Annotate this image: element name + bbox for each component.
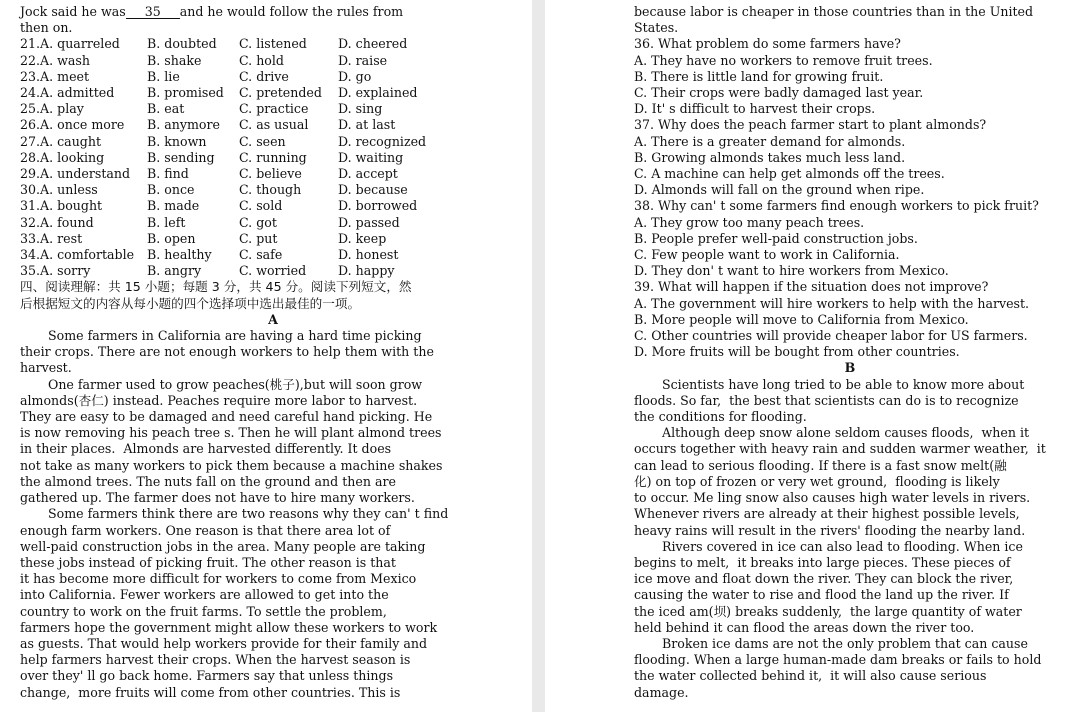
option-d: D. passed bbox=[338, 214, 400, 230]
option-c: C. worried bbox=[239, 263, 307, 279]
option-b: B. doubted bbox=[147, 36, 217, 52]
question-number: 32. bbox=[20, 214, 41, 230]
option-a bbox=[20, 134, 147, 150]
option-b: B. promised bbox=[147, 85, 224, 101]
question-number: 21. bbox=[20, 36, 41, 52]
passage-line: can lead to serious flooding. If there is a fast snow melt(融 bbox=[634, 457, 1007, 473]
passage-line: well-paid construction jobs in the area. Many people are taking bbox=[20, 538, 426, 554]
passage-line: Broken ice dams are not the only problem that can cause bbox=[662, 635, 1028, 651]
question-line: C. A machine can help get almonds off the trees. bbox=[634, 166, 945, 182]
option-b: B. angry bbox=[147, 263, 202, 279]
option-d: D. raise bbox=[338, 52, 388, 68]
option-a bbox=[20, 198, 147, 214]
passage-line: the almond trees. The nuts fall on the ground and then are bbox=[20, 473, 396, 489]
option-c: C. got bbox=[239, 214, 277, 230]
passage-line: harvest. bbox=[20, 360, 72, 376]
option-a bbox=[20, 247, 147, 263]
option-a-text: A. unless bbox=[40, 182, 98, 198]
option-row bbox=[20, 134, 526, 150]
option-row bbox=[20, 215, 526, 231]
option-d: D. honest bbox=[338, 247, 399, 263]
question-line: B. People prefer well-paid construction jobs. bbox=[634, 230, 918, 246]
passage-line: into California. Fewer workers are allowed to get into the bbox=[20, 587, 389, 603]
passage-line: Scientists have long tried to be able to know more about bbox=[662, 376, 1025, 392]
option-a bbox=[20, 215, 147, 231]
passage-a-questions bbox=[634, 4, 1066, 360]
option-row bbox=[20, 53, 526, 69]
option-b: B. eat bbox=[147, 101, 185, 117]
option-d: D. happy bbox=[338, 263, 395, 279]
question-line: A. They have no workers to remove fruit trees. bbox=[634, 52, 933, 68]
passage-line: They are easy to be damaged and need careful hand picking. He bbox=[20, 409, 433, 425]
passage-line: Rivers covered in ice can also lead to flooding. When ice bbox=[662, 538, 1023, 554]
option-a bbox=[20, 182, 147, 198]
option-d: D. waiting bbox=[338, 149, 404, 165]
passage-line: their crops. There are not enough workers to help them with the bbox=[20, 344, 434, 360]
option-c: C. believe bbox=[239, 166, 302, 182]
question-number: 31. bbox=[20, 198, 41, 214]
option-c: C. pretended bbox=[239, 85, 322, 101]
option-d: D. cheered bbox=[338, 36, 408, 52]
passage-line: causing the water to rise and flood the land up the river. If bbox=[634, 587, 1009, 603]
question-number: 23. bbox=[20, 68, 41, 84]
option-a-text: A. caught bbox=[40, 133, 102, 149]
option-row bbox=[20, 263, 526, 279]
question-line: D. More fruits will be bought from other countries. bbox=[634, 344, 960, 360]
passage-line: 化) on top of frozen or very wet ground, flooding is likely bbox=[634, 473, 1000, 489]
option-b: B. known bbox=[147, 133, 207, 149]
option-row bbox=[20, 198, 526, 214]
passage-line: floods. So far, the best that scientists can do is to recognize bbox=[634, 392, 1019, 408]
option-row bbox=[20, 247, 526, 263]
option-b: B. shake bbox=[147, 52, 202, 68]
question-line: C. Few people want to work in California. bbox=[634, 247, 900, 263]
question-line: A. The government will hire workers to help with the harvest. bbox=[634, 295, 1030, 311]
passage-line: Whenever rivers are already at their highest possible levels, bbox=[634, 506, 1020, 522]
option-a bbox=[20, 101, 147, 117]
passage-line: not take as many workers to pick them because a machine shakes bbox=[20, 457, 443, 473]
passage-line: begins to melt, it breaks into large pieces. These pieces of bbox=[634, 554, 1011, 570]
option-a bbox=[20, 36, 147, 52]
option-a-text: A. wash bbox=[40, 52, 90, 68]
question-line: 39. What will happen if the situation does not improve? bbox=[634, 279, 989, 295]
passage-line: flooding. When a large human-made dam breaks or fails to hold bbox=[634, 652, 1042, 668]
question-line: 38. Why can' t some farmers find enough workers to pick fruit? bbox=[634, 198, 1039, 214]
passage-line: is now removing his peach tree s. Then he will plant almond trees bbox=[20, 425, 442, 441]
option-a-text: A. found bbox=[40, 214, 94, 230]
question-number: 26. bbox=[20, 117, 41, 133]
option-c: C. put bbox=[239, 230, 278, 246]
option-d: D. recognized bbox=[338, 133, 427, 149]
option-a bbox=[20, 53, 147, 69]
section-title-line-2: 后根据短文的内容从每小题的四个选择项中选出最佳的一项。 bbox=[20, 295, 361, 311]
option-a-text: A. meet bbox=[40, 68, 90, 84]
option-c: C. though bbox=[239, 182, 302, 198]
option-d: D. because bbox=[338, 182, 408, 198]
option-row bbox=[20, 117, 526, 133]
question-line: D. They don' t want to hire workers from Mexico. bbox=[634, 263, 949, 279]
option-b: B. open bbox=[147, 230, 196, 246]
passage-line: enough farm workers. One reason is that there area lot of bbox=[20, 522, 391, 538]
passage-line: these jobs instead of picking fruit. The other reason is that bbox=[20, 554, 396, 570]
option-d: D. borrowed bbox=[338, 198, 418, 214]
option-d: D. sing bbox=[338, 101, 383, 117]
passage-line: almonds(杏仁) instead. Peaches require more labor to harvest. bbox=[20, 392, 418, 408]
option-b: B. healthy bbox=[147, 247, 212, 263]
option-c: C. safe bbox=[239, 247, 283, 263]
option-d: D. go bbox=[338, 68, 372, 84]
intro-line bbox=[20, 4, 526, 20]
passage-line: help farmers harvest their crops. When the harvest season is bbox=[20, 652, 411, 668]
option-a-text: A. play bbox=[40, 101, 84, 117]
option-c: C. running bbox=[239, 149, 307, 165]
option-c: C. listened bbox=[239, 36, 307, 52]
intro-before: Jock said he was bbox=[20, 4, 126, 19]
option-c: C. as usual bbox=[239, 117, 309, 133]
passage-line: held behind it can flood the areas down the river too. bbox=[634, 619, 975, 635]
option-a-text: A. looking bbox=[40, 149, 105, 165]
option-a bbox=[20, 117, 147, 133]
intro-after: and he would follow the rules from bbox=[179, 4, 404, 19]
option-row bbox=[20, 69, 526, 85]
option-a-text: A. once more bbox=[40, 117, 125, 133]
option-b: B. find bbox=[147, 166, 189, 182]
blank-35: 35 bbox=[126, 5, 180, 19]
option-a bbox=[20, 69, 147, 85]
passage-line: the iced am(坝) breaks suddenly, the large quantity of water bbox=[634, 603, 1022, 619]
option-b: B. sending bbox=[147, 149, 215, 165]
question-number: 33. bbox=[20, 230, 41, 246]
passage-a-label: A bbox=[268, 311, 278, 327]
passage-line: Although deep snow alone seldom causes floods, when it bbox=[662, 425, 1030, 441]
question-number: 29. bbox=[20, 166, 41, 182]
question-line: C. Other countries will provide cheaper labor for US farmers. bbox=[634, 328, 1028, 344]
question-line: D. It' s difficult to harvest their crops. bbox=[634, 101, 876, 117]
question-line: 37. Why does the peach farmer start to plant almonds? bbox=[634, 117, 987, 133]
option-row bbox=[20, 36, 526, 52]
passage-b-label: B bbox=[844, 360, 856, 376]
option-a-text: A. rest bbox=[40, 230, 83, 246]
passage-line: the water collected behind it, it will also cause serious bbox=[634, 668, 987, 684]
option-d: D. at last bbox=[338, 117, 396, 133]
passage-line: Some farmers in California are having a hard time picking bbox=[48, 328, 422, 344]
question-line: A. There is a greater demand for almonds. bbox=[634, 133, 906, 149]
option-d: D. accept bbox=[338, 166, 398, 182]
option-b: B. anymore bbox=[147, 117, 220, 133]
question-line: 36. What problem do some farmers have? bbox=[634, 36, 901, 52]
passage-line: country to work on the fruit farms. To settle the problem, bbox=[20, 603, 387, 619]
option-c: C. practice bbox=[239, 101, 309, 117]
passage-line: it has become more difficult for workers to come from Mexico bbox=[20, 571, 417, 587]
passage-line: as guests. That would help workers provide for their family and bbox=[20, 635, 428, 651]
option-a bbox=[20, 263, 147, 279]
question-number: 30. bbox=[20, 182, 41, 198]
option-c: C. hold bbox=[239, 52, 284, 68]
passage-line: ice move and float down the river. They can block the river, bbox=[634, 571, 1014, 587]
question-line: States. bbox=[634, 20, 679, 36]
passage-line: over they' ll go back home. Farmers say that unless things bbox=[20, 668, 394, 684]
option-a-text: A. quarreled bbox=[40, 36, 120, 52]
question-number: 34. bbox=[20, 247, 41, 263]
option-a-text: A. comfortable bbox=[40, 247, 135, 263]
option-a bbox=[20, 85, 147, 101]
passage-line: to occur. Me ling snow also causes high water levels in rivers. bbox=[634, 490, 1031, 506]
question-number: 22. bbox=[20, 52, 41, 68]
question-line: A. They grow too many peach trees. bbox=[634, 214, 865, 230]
option-a-text: A. admitted bbox=[40, 85, 115, 101]
option-row bbox=[20, 150, 526, 166]
passage-line: heavy rains will result in the rivers' flooding the nearby land. bbox=[634, 522, 1026, 538]
option-row bbox=[20, 166, 526, 182]
question-number: 24. bbox=[20, 85, 41, 101]
option-row bbox=[20, 182, 526, 198]
option-c: C. seen bbox=[239, 133, 286, 149]
option-a-text: A. bought bbox=[40, 198, 103, 214]
option-d: D. keep bbox=[338, 230, 387, 246]
right-page bbox=[545, 0, 1080, 712]
question-number: 27. bbox=[20, 133, 41, 149]
option-a-text: A. understand bbox=[40, 166, 131, 182]
passage-line: One farmer used to grow peaches(桃子),but will soon grow bbox=[48, 376, 423, 392]
question-number: 28. bbox=[20, 149, 41, 165]
option-a-text: A. sorry bbox=[40, 263, 91, 279]
option-b: B. lie bbox=[147, 68, 180, 84]
section-title-line-1: 四、阅读理解：共 15 小题；每题 3 分，共 45 分。阅读下列短文，然 bbox=[20, 279, 412, 295]
passage-line: occurs together with heavy rain and sudden warmer weather, it bbox=[634, 441, 1046, 457]
option-row bbox=[20, 231, 526, 247]
passage-line: the conditions for flooding. bbox=[634, 409, 807, 425]
left-page bbox=[0, 0, 532, 712]
question-line: because labor is cheaper in those countries than in the United bbox=[634, 4, 1034, 19]
passage-line: gathered up. The farmer does not have to hire many workers. bbox=[20, 490, 415, 506]
passage-line: farmers hope the government might allow these workers to work bbox=[20, 619, 438, 635]
option-a bbox=[20, 231, 147, 247]
option-b: B. left bbox=[147, 214, 186, 230]
passage-line: in their places. Almonds are harvested differently. It does bbox=[20, 441, 392, 457]
question-number: 25. bbox=[20, 101, 41, 117]
option-row bbox=[20, 85, 526, 101]
question-line: D. Almonds will fall on the ground when ripe. bbox=[634, 182, 925, 198]
passage-a bbox=[20, 328, 526, 701]
question-line: B. There is little land for growing fruit. bbox=[634, 68, 884, 84]
cloze-options-list bbox=[20, 36, 526, 279]
question-line: B. More people will move to California from Mexico. bbox=[634, 311, 969, 327]
option-a bbox=[20, 150, 147, 166]
question-line: B. Growing almonds takes much less land. bbox=[634, 149, 906, 165]
passage-b bbox=[634, 377, 1066, 701]
question-number: 35. bbox=[20, 263, 41, 279]
passage-line: damage. bbox=[634, 684, 689, 700]
option-d: D. explained bbox=[338, 85, 418, 101]
option-b: B. once bbox=[147, 182, 195, 198]
option-row bbox=[20, 101, 526, 117]
option-b: B. made bbox=[147, 198, 200, 214]
passage-line: change, more fruits will come from other countries. This is bbox=[20, 684, 401, 700]
option-a bbox=[20, 166, 147, 182]
option-c: C. drive bbox=[239, 68, 289, 84]
passage-line: Some farmers think there are two reasons why they can' t find bbox=[48, 506, 449, 522]
option-c: C. sold bbox=[239, 198, 283, 214]
question-line: C. Their crops were badly damaged last year. bbox=[634, 85, 924, 101]
intro-line-2: then on. bbox=[20, 20, 73, 36]
